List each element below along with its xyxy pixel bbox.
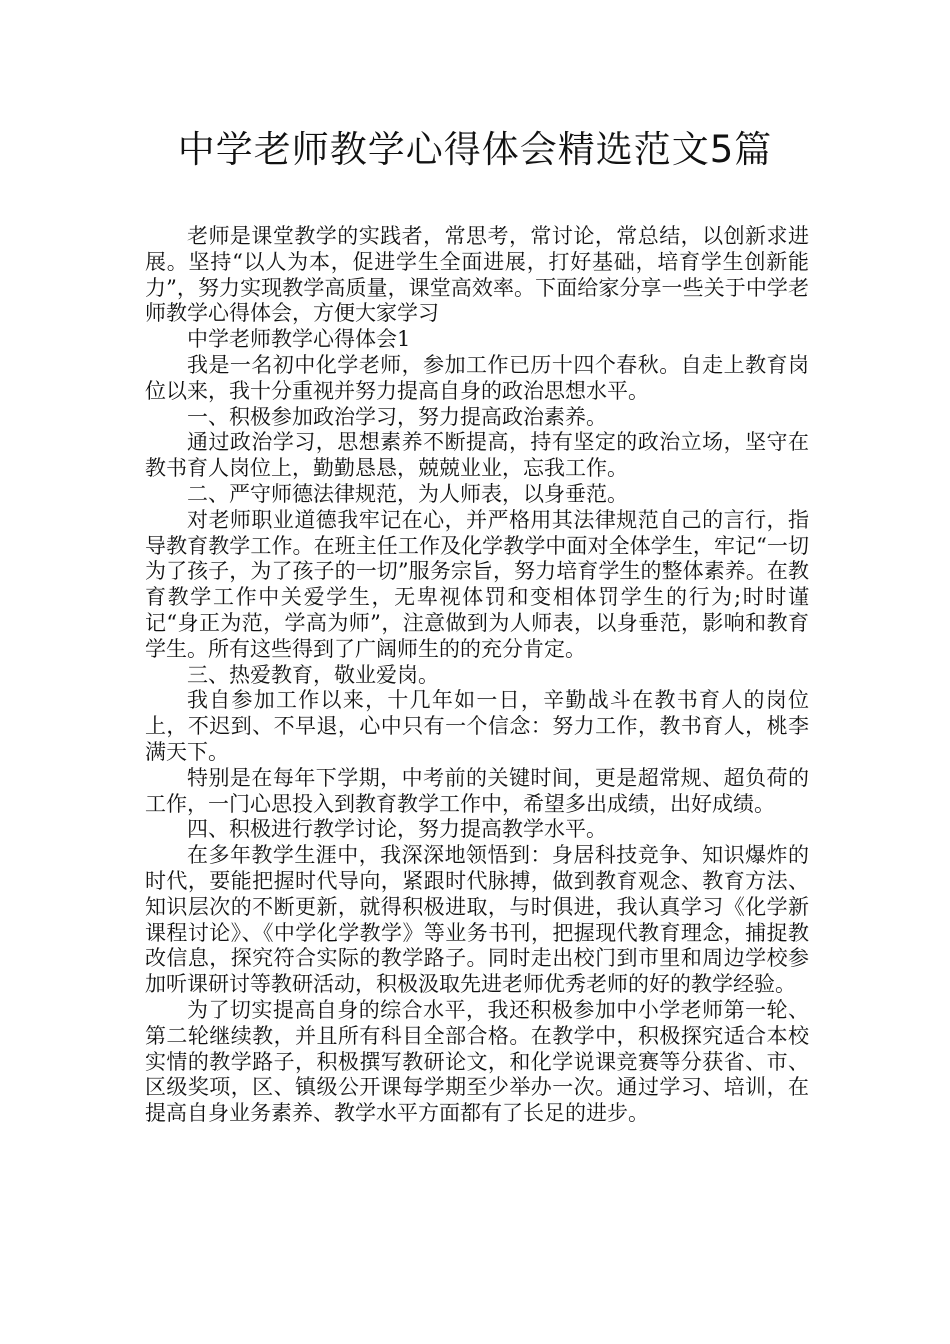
paragraph: 为了切实提高自身的综合水平，我还积极参加中小学老师第一轮、第二轮继续教，并且所有科目全部合格。在教学中，积极探究适合本校实情的教学路子，积极撰写教研论文，和化学说课竞赛等分获省、市、区级奖项，区、镇级公开课每学期至少举办一次。通过学习、培训，在提高自身业务素养、教学水平方面都有了长足的进步。 bbox=[145, 997, 809, 1126]
page-title: 中学老师教学心得体会精选范文5篇 bbox=[177, 128, 773, 171]
section-heading: 三、热爱教育，敬业爱岗。 bbox=[187, 662, 439, 687]
section-heading-essay-1: 中学老师教学心得体会1 bbox=[187, 327, 411, 352]
paragraph: 特别是在每年下学期，中考前的关键时间，更是超常规、超负荷的工作，一门心思投入到教育教学工作中，希望多出成绩，出好成绩。 bbox=[145, 765, 809, 816]
paragraph: 我是一名初中化学老师，参加工作已历十四个春秋。自走上教育岗位以来，我十分重视并努力提高自身的政治思想水平。 bbox=[145, 352, 809, 403]
paragraph: 我自参加工作以来，十几年如一日，辛勤战斗在教书育人的岗位上，不迟到、不早退，心中只有一个信念：努力工作，教书育人，桃李满天下。 bbox=[145, 688, 809, 764]
paragraph: 对老师职业道德我牢记在心，并严格用其法律规范自己的言行，指导教育教学工作。在班主任工作及化学教学中面对全体学生，牢记“一切为了孩子，为了孩子的一切”服务宗旨，努力培育学生的整体素养。在教育教学工作中关爱学生，无卑视体罚和变相体罚学生的行为;时时谨记“身正为范，学高为师”，注意做到为人师表，以身垂范，影响和教育学生。所有这些得到了广阔师生的的充分肯定。 bbox=[145, 507, 809, 661]
section-heading: 四、积极进行教学讨论，努力提高教学水平。 bbox=[187, 817, 607, 842]
section-heading: 二、严守师德法律规范，为人师表，以身垂范。 bbox=[187, 481, 628, 506]
section-heading: 一、积极参加政治学习，努力提高政治素养。 bbox=[187, 404, 607, 429]
paragraph: 通过政治学习，思想素养不断提高，持有坚定的政治立场，坚守在教书育人岗位上，勤勤恳恳，兢兢业业，忘我工作。 bbox=[145, 430, 809, 481]
paragraph: 在多年教学生涯中，我深深地领悟到：身居科技竞争、知识爆炸的时代，要能把握时代导向，紧跟时代脉搏，做到教育观念、教育方法、知识层次的不断更新，就得积极进取，与时俱进，我认真学习《化学新课程讨论》、《中学化学教学》等业务书刊，把握现代教育理念，捕捉教改信息，探究符合实际的教学路子。同时走出校门到市里和周边学校参加听课研讨等教研活动，积极汲取先进老师优秀老师的好的教学经验。 bbox=[145, 843, 809, 997]
paragraph-intro: 老师是课堂教学的实践者，常思考，常讨论，常总结，以创新求进展。坚持“以人为本，促进学生全面进展，打好基础，培育学生创新能力”，努力实现教学高质量，课堂高效率。下面给家分享一些关于中学老师教学心得体会，方便大家学习 bbox=[145, 224, 809, 326]
document-body bbox=[145, 224, 809, 1127]
